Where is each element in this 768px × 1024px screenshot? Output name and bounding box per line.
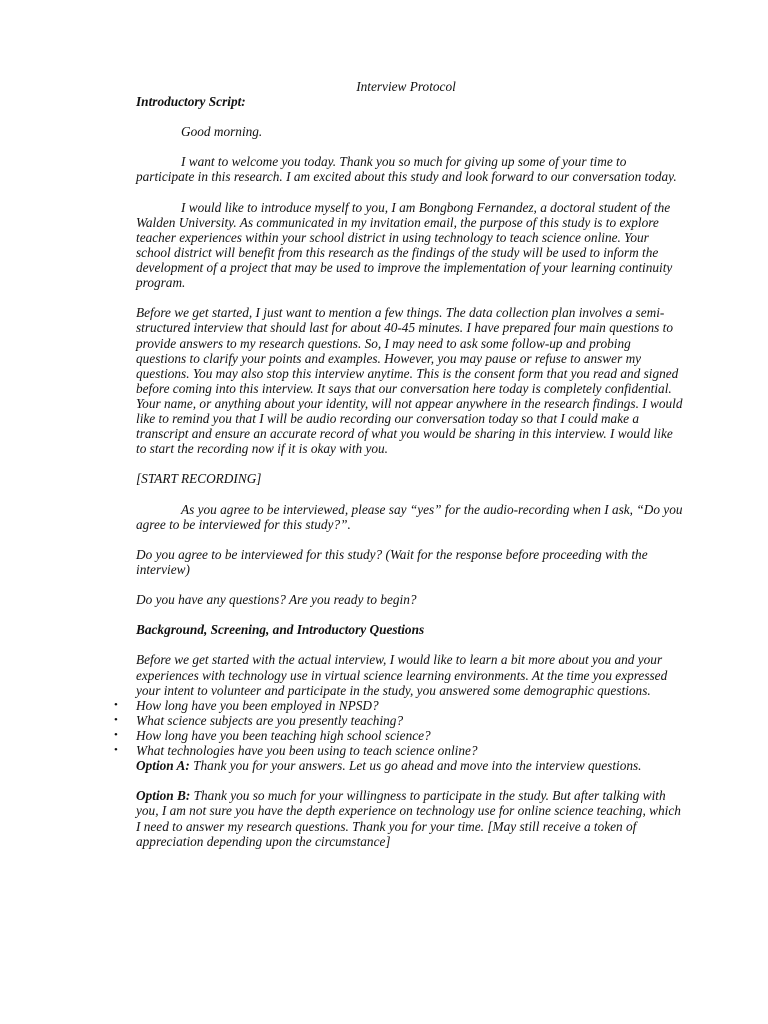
document-body bbox=[114, 94, 684, 849]
bullet-icon: • bbox=[114, 728, 118, 741]
ready-question-paragraph: Do you have any questions? Are you ready to begin? bbox=[136, 592, 417, 608]
before-start-paragraph: Before we get started, I just want to mention a few things. The data collection plan involves a semi-structured interview that should last for about 40-45 minutes. I have prepared four main questions to provide answers to my research questions. So, I may need to ask some follow-up and probing questions to clarify your points and examples. However, you may pause or refuse to answer my questions. You may also stop this interview anytime. This is the consent form that you read and signed before coming into this interview. It says that our conversation here today is completely confidential. Your name, or anything about your identity, will not appear anywhere in the research findings. I would like to remind you that I will be audio recording our conversation today so that I could make a transcript and ensure an accurate record of what you would be sharing in this interview. I would like to start the recording now if it is okay with you. bbox=[136, 305, 683, 457]
introduction-paragraph: I would like to introduce myself to you, I am Bongbong Fernandez, a doctoral student of the Walden University. As communicated in my invitation email, the purpose of this study is to explore teacher experiences within your school district in using technology to teach science online. Your school district will benefit from this research as the findings of the study will be used to inform the development of a project that may be used to improve the implementation of your learning continuity program. bbox=[136, 199, 673, 291]
option-a-paragraph bbox=[136, 758, 684, 773]
option-a-label: Option A: bbox=[136, 758, 190, 774]
question-text: How long have you been employed in NPSD? bbox=[136, 697, 379, 713]
welcome-paragraph: I want to welcome you today. Thank you so much for giving up some of your time to participate in this research. I am excited about this study and look forward to our conversation today. bbox=[136, 154, 677, 185]
list-item bbox=[114, 727, 684, 743]
list-item bbox=[114, 712, 684, 728]
option-b-text: Thank you so much for your willingness to participate in the study. But after talking with you, I am not sure you have the depth experience on technology use for online science teaching, which I need to answer my research questions. Thank you for your time. [May still receive a token of appreciation depending upon the circumstance] bbox=[136, 788, 681, 849]
document-title: Interview Protocol bbox=[356, 79, 456, 94]
bullet-icon: • bbox=[114, 713, 118, 726]
start-recording-note: [START RECORDING] bbox=[136, 471, 262, 487]
question-text: What technologies have you been using to teach science online? bbox=[136, 743, 478, 759]
question-text: What science subjects are you presently teaching? bbox=[136, 712, 404, 728]
agree-question-paragraph: Do you agree to be interviewed for this study? (Wait for the response before proceeding with the interview) bbox=[136, 546, 648, 577]
background-intro-paragraph: Before we get started with the actual interview, I would like to learn a bit more about you and your experiences with technology use in virtual science learning environments. At the time you expressed your intent to volunteer and participate in the study, you answered some demographic questions. bbox=[136, 652, 668, 698]
agree-prompt-paragraph: As you agree to be interviewed, please say “yes” for the audio-recording when I ask, “Do you agree to be interviewed for this study?”. bbox=[136, 501, 683, 532]
option-a-text: Thank you for your answers. Let us go ahead and move into the interview questions. bbox=[189, 758, 642, 774]
demographic-question-list bbox=[114, 697, 684, 759]
background-heading: Background, Screening, and Introductory Questions bbox=[136, 622, 425, 638]
option-b-label: Option B: bbox=[136, 788, 191, 804]
intro-heading: Introductory Script: bbox=[136, 94, 246, 109]
list-item bbox=[114, 697, 684, 713]
option-b-paragraph bbox=[136, 788, 684, 848]
question-text: How long have you been teaching high school science? bbox=[136, 727, 431, 743]
bullet-icon: • bbox=[114, 698, 118, 711]
greeting-paragraph: Good morning. bbox=[181, 124, 263, 140]
bullet-icon: • bbox=[114, 744, 118, 757]
list-item bbox=[114, 743, 684, 759]
